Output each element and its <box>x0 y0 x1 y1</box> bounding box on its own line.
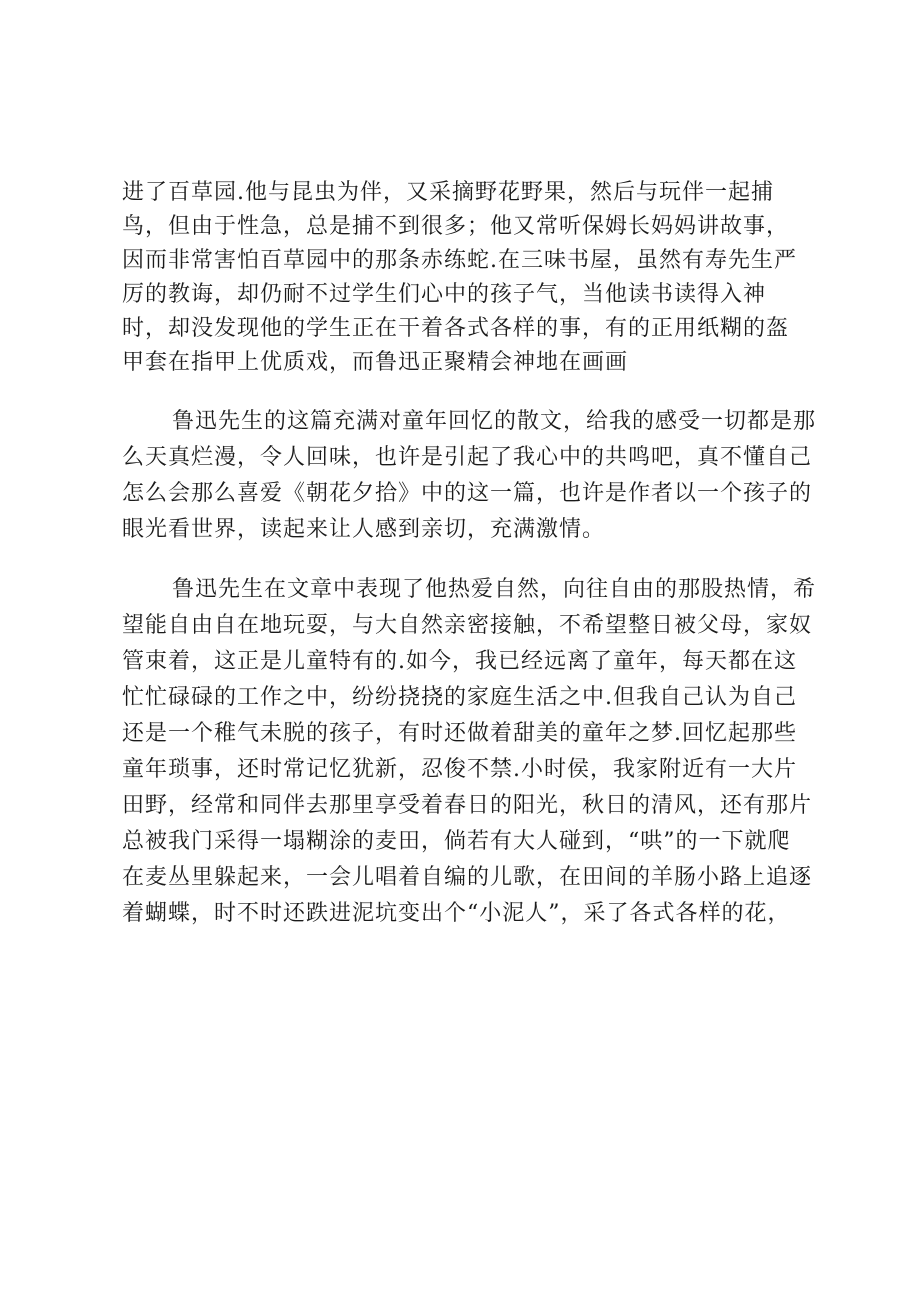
text-line: 田野，经常和同伴去那里享受着春日的阳光，秋日的清风，还有那片 <box>122 793 813 818</box>
text-line: 进了百草园.他与昆虫为伴，又采摘野花野果，然后与玩伴一起捕 <box>122 180 774 205</box>
text-line: 怎么会那么喜爱《朝花夕拾》中的这一篇，也许是作者以一个孩子的 <box>122 481 813 506</box>
text-line: 童年琐事，还时常记忆犹新，忍俊不禁.小时侯，我家附近有一大片 <box>122 757 797 782</box>
paragraph-2 <box>122 404 822 548</box>
text-line: 么天真烂漫，令人回味，也许是引起了我心中的共鸣吧，真不懂自己 <box>122 445 813 470</box>
paragraph-3 <box>122 572 822 932</box>
text-line: 鸟，但由于性急，总是捕不到很多；他又常听保姆长妈妈讲故事， <box>122 214 790 239</box>
text-line: 着蝴蝶，时不时还跌进泥坑变出个“小泥人”，采了各式各样的花， <box>122 901 791 926</box>
text-line: 鲁迅先生在文章中表现了他热爱自然，向往自由的那股热情，希 <box>172 577 817 602</box>
text-line: 因而非常害怕百草园中的那条赤练蛇.在三味书屋，虽然有寿先生严 <box>122 248 797 273</box>
text-line: 眼光看世界，读起来让人感到亲切，充满激情。 <box>122 517 606 542</box>
text-line: 时，却没发现他的学生正在干着各式各样的事，有的正用纸糊的盔 <box>122 316 790 341</box>
text-line: 管束着，这正是儿童特有的.如今，我已经远离了童年，每天都在这 <box>122 649 797 674</box>
document-body <box>122 176 822 932</box>
text-line: 鲁迅先生的这篇充满对童年回忆的散文，给我的感受一切都是那 <box>172 409 817 434</box>
text-line: 厉的教诲，却仍耐不过学生们心中的孩子气，当他读书读得入神 <box>122 282 767 307</box>
text-line: 还是一个稚气未脱的孩子，有时还做着甜美的童年之梦.回忆起那些 <box>122 721 797 746</box>
text-line: 望能自由自在地玩耍，与大自然亲密接触，不希望整日被父母，家奴 <box>122 613 813 638</box>
paragraph-1 <box>122 176 822 380</box>
text-line: 总被我门采得一塌糊涂的麦田，倘若有大人碰到，“哄”的一下就爬 <box>122 829 791 854</box>
text-line: 在麦丛里躲起来，一会儿唱着自编的儿歌，在田间的羊肠小路上追逐 <box>122 865 813 890</box>
text-line: 甲套在指甲上优质戏，而鲁迅正聚精会神地在画画 <box>122 350 629 375</box>
text-line: 忙忙碌碌的工作之中，纷纷挠挠的家庭生活之中.但我自己认为自己 <box>122 685 797 710</box>
